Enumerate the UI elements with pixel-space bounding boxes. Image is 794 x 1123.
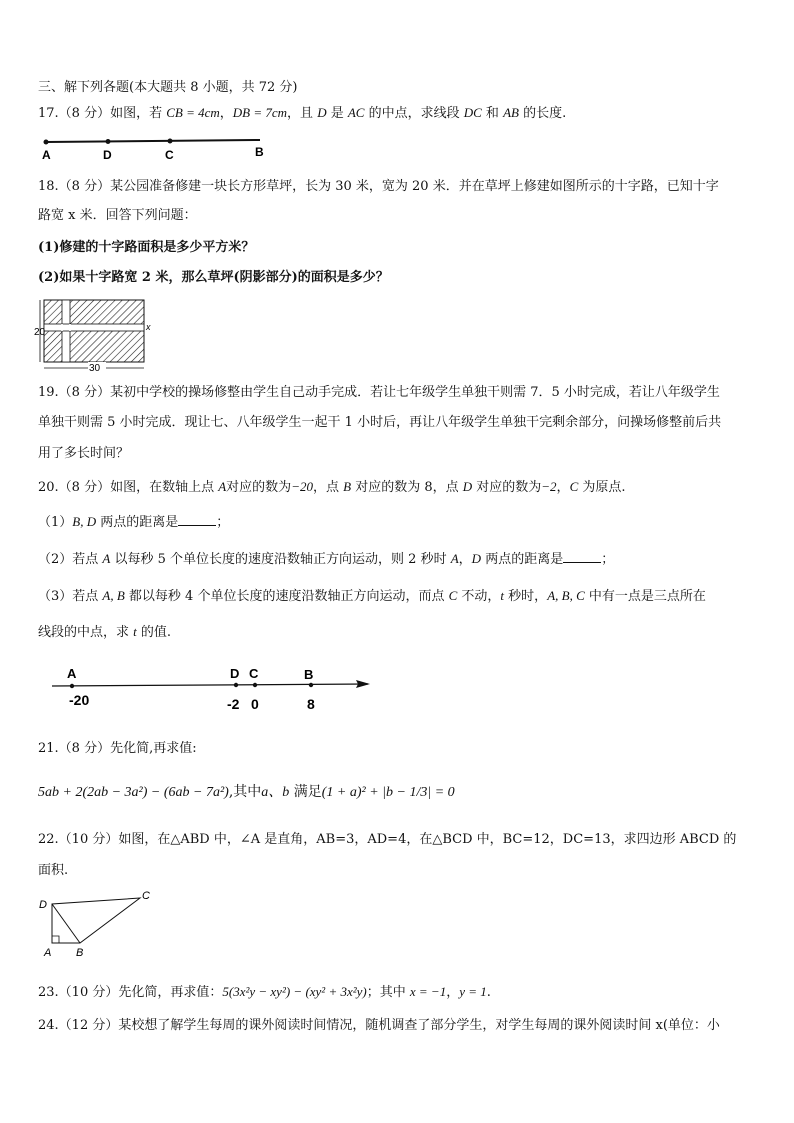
q23-text-c: .	[486, 985, 491, 1000]
q17-point-c	[168, 139, 173, 144]
q17-label-c: C	[165, 148, 174, 162]
q17-point-d	[106, 139, 111, 144]
q23-x-val: x = −1	[409, 984, 447, 999]
q20-text: 的值.	[136, 625, 172, 640]
q20-text: 对应的数为	[472, 480, 542, 495]
q20-axis-label-b: B	[304, 667, 314, 682]
q23-text-b: ；其中	[366, 985, 410, 1000]
question-23	[38, 983, 491, 1002]
q20-answer-blank-2[interactable]	[563, 550, 601, 563]
q20-point-a	[70, 684, 74, 688]
q17-text-f: 的长度.	[518, 106, 567, 121]
q20-text: 以每秒 5 个单位长度的速度沿数轴正方向运动，则 2 秒时	[110, 552, 451, 567]
q17-text-d: 的中点，求线段	[364, 106, 464, 121]
q23-text-a: 23.（10 分）先化简，再求值：	[38, 985, 223, 1000]
q17-ab-var: AB	[503, 105, 519, 120]
question-20-line-1	[38, 478, 626, 497]
q17-dc-var: DC	[463, 105, 482, 120]
question-18-sub-1: (1)修建的十字路面积是多少平方米？	[38, 240, 255, 255]
q22-label-c: C	[142, 890, 150, 902]
q22-label-a: A	[44, 947, 52, 959]
q20-text: ；	[216, 515, 230, 530]
q17-label-a: A	[42, 148, 51, 162]
q20-text: （3）若点	[38, 589, 103, 604]
q23-y-val: y = 1	[459, 984, 487, 999]
question-22-line-2: 面积.	[38, 863, 69, 878]
q20-axis-label-a: A	[67, 666, 77, 681]
q20-var-a: A	[450, 551, 459, 566]
question-17	[38, 104, 566, 123]
q20-text: 中有一点是三点所在	[584, 589, 706, 604]
q17-text-e: 和	[481, 106, 504, 121]
q20-text: ；	[601, 552, 615, 567]
q18-label-length: 30	[89, 363, 101, 374]
q20-var-ab: A, B	[102, 588, 125, 603]
q22-quadrilateral-figure	[36, 888, 166, 960]
q20-point-b	[309, 683, 313, 687]
q20-tick-label-c: 0	[251, 696, 259, 712]
q20-var-t: t	[500, 588, 505, 603]
q17-segment-figure	[36, 132, 276, 164]
q20-tick-label-b: 8	[307, 696, 315, 712]
question-19-line-1: 19.（8 分）某初中学校的操场修整由学生自己动手完成．若让七年级学生单独干则需 7．5 小时完成，若让八年级学生	[38, 385, 720, 400]
q17-cb-expr: CB = 4cm	[166, 105, 220, 120]
q20-var-t: t	[133, 624, 137, 639]
q20-var-b: B	[343, 479, 352, 494]
q20-text: 两点的距离是	[96, 515, 179, 530]
q20-var-bd: B, D	[72, 514, 97, 529]
q21-vars: a、b	[261, 785, 290, 800]
q20-var-d: D	[471, 551, 482, 566]
question-19-line-2: 单独干则需 5 小时完成．现让七、八年级学生一起干 1 小时后，再让八年级学生单独干完剩余部分，问操场修整前后共	[38, 415, 722, 430]
q20-text: 秒时，	[504, 589, 548, 604]
q20-axis-arrow	[356, 680, 370, 688]
q20-text: ，	[458, 552, 472, 567]
q20-text: 20.（8 分）如图，在数轴上点	[38, 480, 219, 495]
q22-label-b: B	[76, 947, 84, 959]
q18-lawn-figure	[34, 296, 154, 376]
q17-point-a	[44, 140, 49, 145]
question-20-sub-1	[38, 513, 229, 532]
q20-var-c: C	[569, 479, 579, 494]
q22-right-angle-mark	[52, 936, 59, 943]
q20-point-d	[234, 683, 238, 687]
q17-d-var: D	[317, 105, 327, 120]
q20-var-c: C	[448, 588, 458, 603]
q20-var-abc: A, B, C	[547, 588, 585, 603]
q17-db-expr: DB = 7cm	[232, 105, 288, 120]
q17-label-d: D	[103, 148, 112, 162]
q17-label-b: B	[255, 145, 264, 159]
question-20-sub-3-line-2	[38, 623, 171, 642]
q20-text: 都以每秒 4 个单位长度的速度沿数轴正方向运动，而点	[124, 589, 449, 604]
q20-point-c	[253, 683, 257, 687]
q18-label-width: 20	[34, 327, 46, 338]
q20-text: 对应的数为	[226, 480, 292, 495]
q20-text: （1）	[38, 515, 73, 530]
q20-answer-blank-1[interactable]	[178, 513, 216, 526]
question-22-line-1: 22.（10 分）如图，在△ABD 中，∠A 是直角，AB=3，AD=4，在△BCD 中，BC=12，DC=13，求四边形 ABCD 的	[38, 832, 737, 847]
question-18-sub-2: (2)如果十字路宽 2 米，那么草坪(阴影部分)的面积是多少？	[38, 270, 389, 285]
q18-horizontal-road	[44, 324, 144, 331]
question-24-line-1: 24.（12 分）某校想了解学生每周的课外阅读时间情况，随机调查了部分学生，对学生每周的课外阅读时间 x(单位：小	[38, 1018, 720, 1033]
q20-var-a: A	[102, 551, 111, 566]
q20-text: ，点	[312, 480, 344, 495]
q20-var-a: A	[218, 479, 227, 494]
q20-text: 线段的中点，求	[38, 625, 134, 640]
q21-expr: 5ab + 2(2ab − 3a²) − (6ab − 7a²)	[38, 785, 229, 800]
question-21-title: 21.（8 分）先化简,再求值:	[38, 741, 197, 756]
q20-text: 不动，	[457, 589, 501, 604]
question-19-line-3: 用了多长时间？	[38, 446, 130, 461]
q17-text-b: ，且	[287, 106, 318, 121]
q20-text: 两点的距离是	[481, 552, 564, 567]
q20-axis-label-d: D	[230, 666, 240, 681]
q20-text: （2）若点	[38, 552, 103, 567]
q23-expr: 5(3x²y − xy²) − (xy² + 3x²y)	[222, 984, 367, 999]
q20-number-line	[50, 664, 380, 714]
q22-label-d: D	[39, 899, 47, 911]
q17-sep: ，	[219, 106, 233, 121]
q17-text-a: 17.（8 分）如图，若	[38, 106, 167, 121]
q21-mid: ,其中	[228, 784, 262, 800]
q17-ac-var: AC	[347, 105, 365, 120]
q21-cond-text: 满足	[289, 784, 322, 800]
question-20-sub-2	[38, 550, 614, 569]
q20-num: −20	[291, 479, 313, 494]
question-18-line-1: 18.（8 分）某公园准备修建一块长方形草坪，长为 30 米，宽为 20 米．并在草坪上修建如图所示的十字路，已知十字	[38, 179, 719, 194]
q21-cond-expr: (1 + a)² + |b − 1/3| = 0	[321, 785, 455, 800]
q20-text: 对应的数为 8，点	[351, 480, 463, 495]
question-21-expression	[38, 783, 455, 802]
q20-var-d: D	[462, 479, 473, 494]
q20-tick-label-d: -2	[227, 696, 240, 712]
question-18-line-2: 路宽 x 米．回答下列问题：	[38, 208, 197, 223]
question-20-sub-3	[38, 587, 706, 606]
q20-tick-label-a: -20	[69, 692, 90, 708]
q20-axis-label-c: C	[249, 666, 259, 681]
q17-text-c: 是	[326, 106, 348, 121]
q20-text: ，	[556, 480, 570, 495]
q18-label-road: x	[146, 322, 151, 332]
q20-text: 为原点.	[578, 480, 626, 495]
q20-num: −2	[541, 479, 557, 494]
q23-sep: ，	[446, 985, 460, 1000]
section-heading: 三、解下列各题(本大题共 8 小题，共 72 分)	[38, 80, 298, 95]
